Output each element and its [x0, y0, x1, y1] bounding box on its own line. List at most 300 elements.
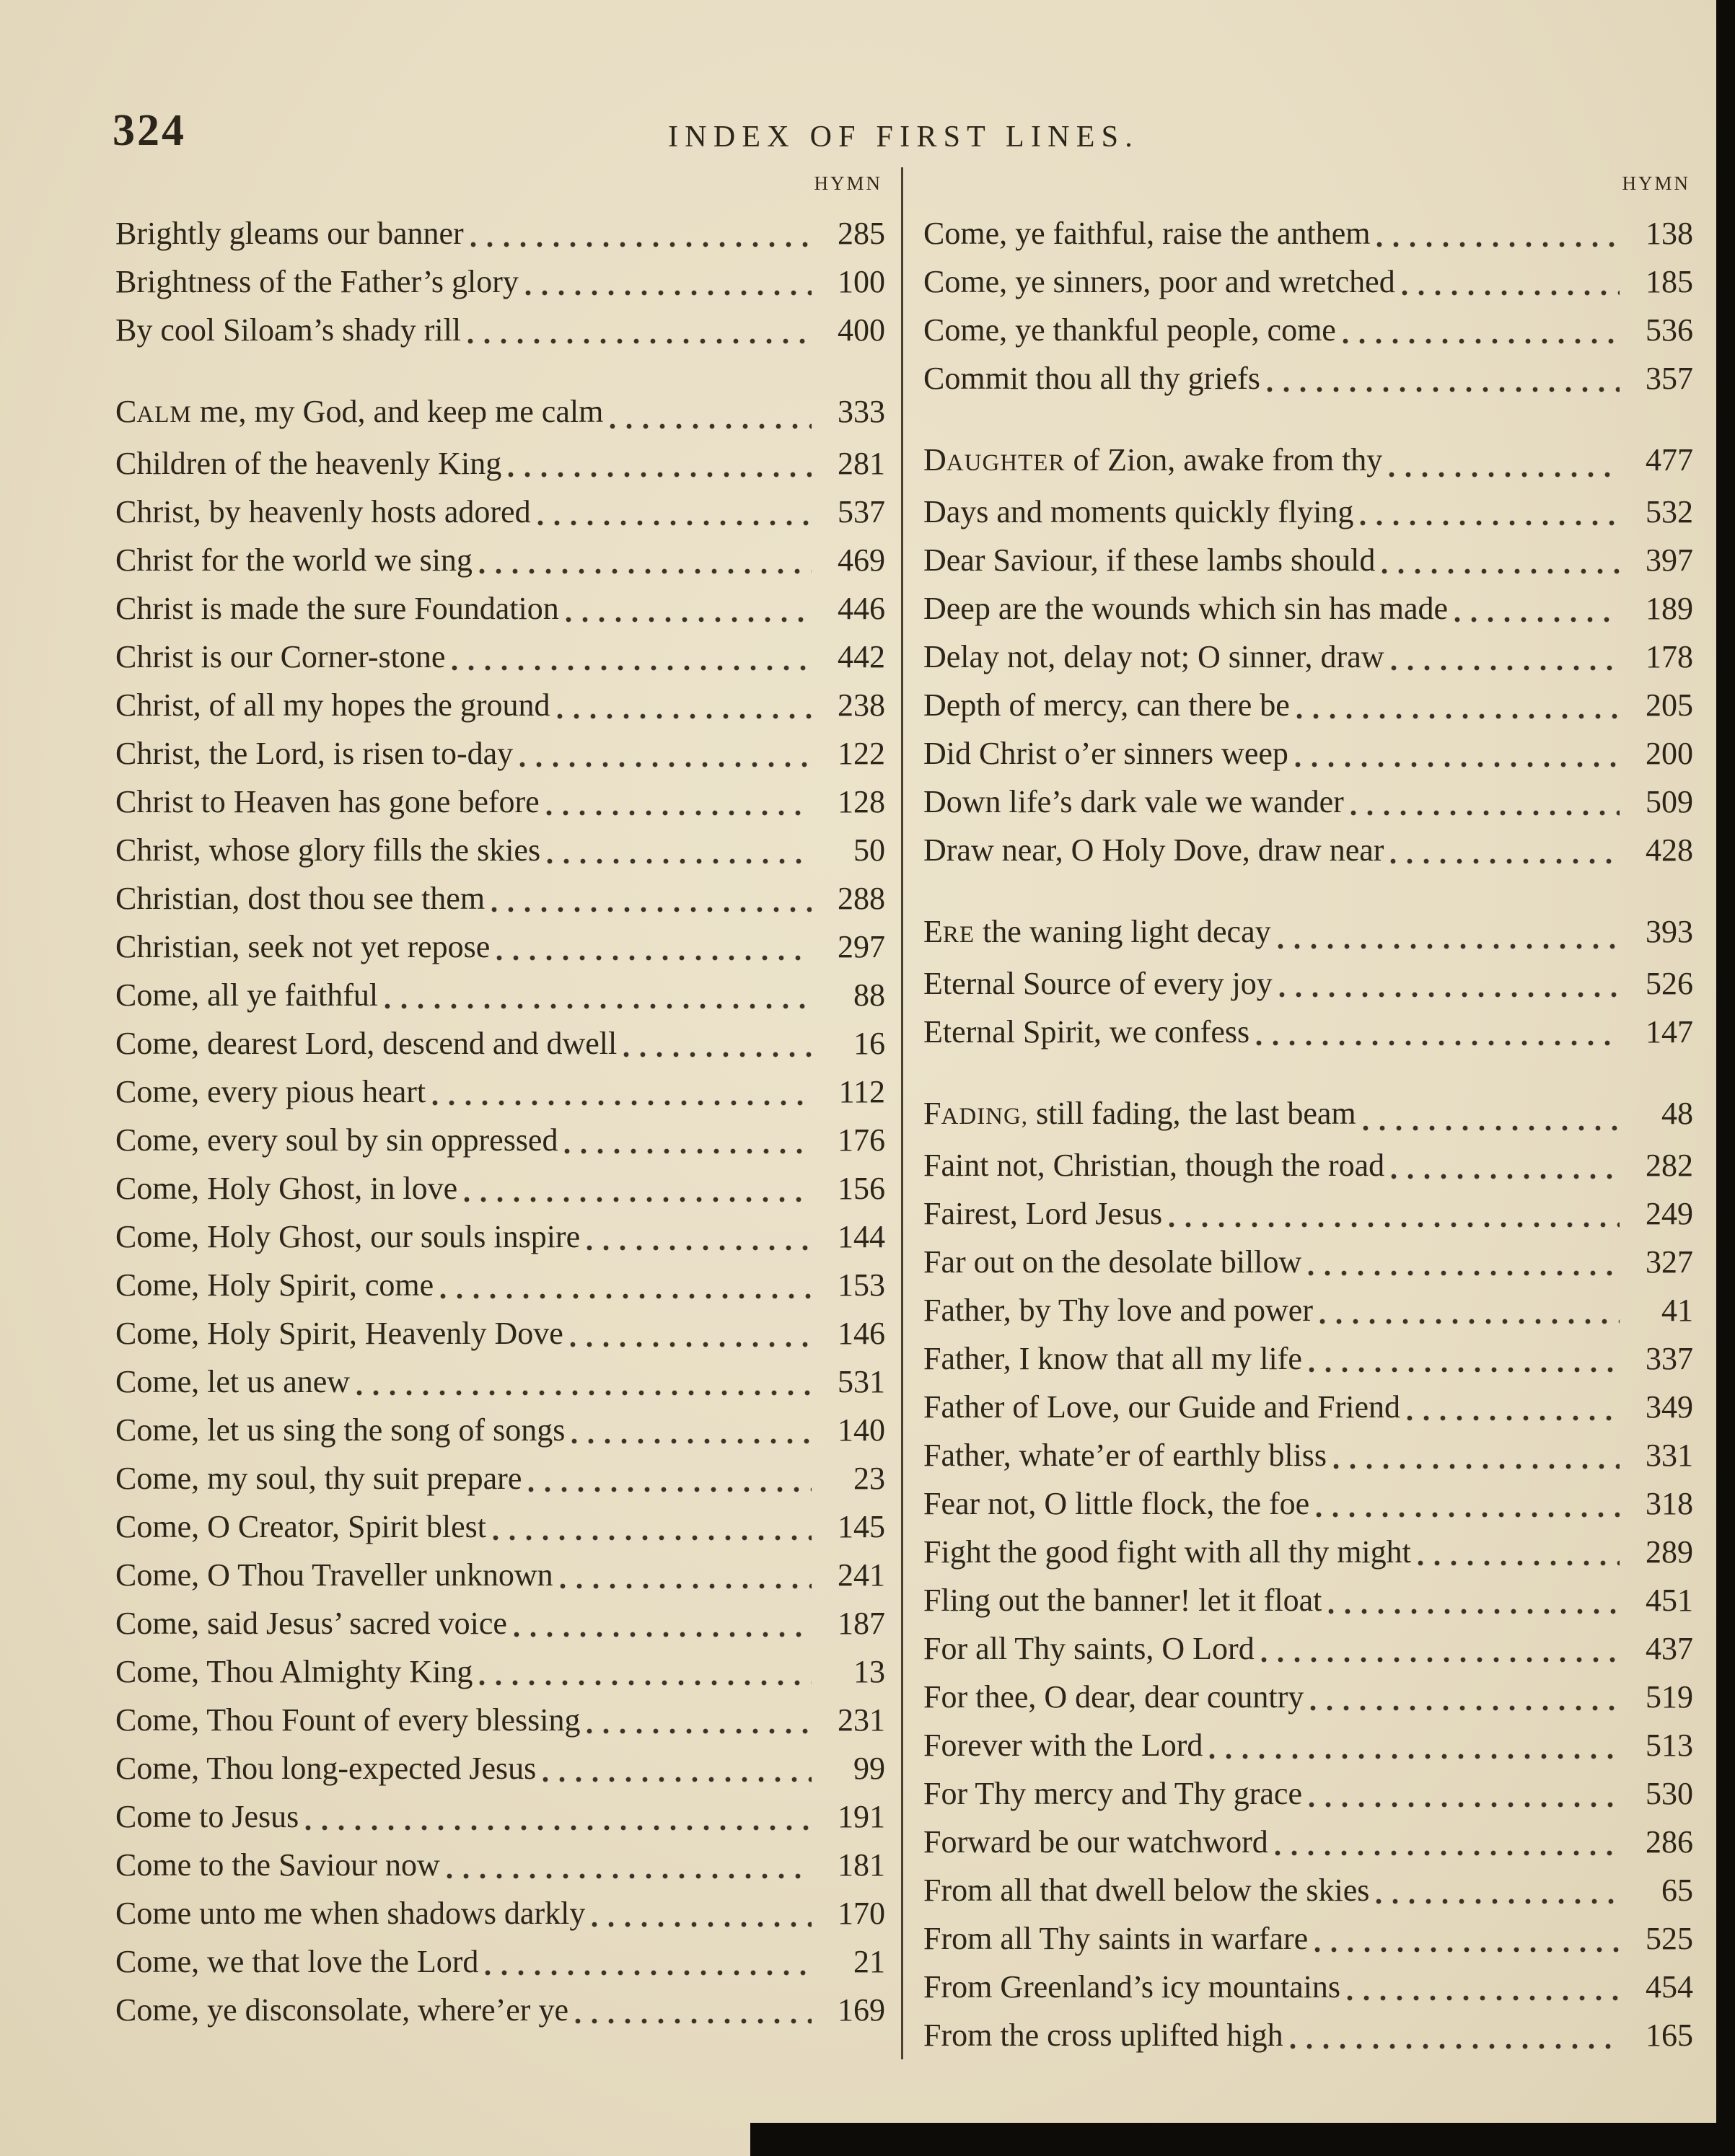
index-entry	[115, 681, 885, 729]
hymn-number: 454	[1646, 1969, 1693, 2005]
hymn-number: 176	[838, 1122, 885, 1158]
entry-first-line: Come, said Jesus’ sacred voice	[115, 1606, 507, 1641]
index-entry	[115, 1309, 885, 1358]
running-head-title: INDEX OF FIRST LINES.	[668, 120, 1139, 154]
dot-leader	[1290, 2011, 1620, 2059]
entry-first-line: FADING, still fading, the last beam	[923, 1096, 1356, 1131]
entry-first-line: Come to the Saviour now	[115, 1847, 440, 1883]
index-entry	[115, 1986, 885, 2034]
page-number: 324	[113, 106, 186, 155]
index-entry	[923, 584, 1693, 633]
hymn-number: 128	[838, 784, 885, 819]
index-entry	[923, 1866, 1693, 1914]
entry-first-line: Come, all ye faithful	[115, 977, 379, 1013]
entry-first-line: Father, whate’er of earthly bliss	[923, 1438, 1327, 1473]
index-entry	[923, 1141, 1693, 1189]
dot-leader	[525, 258, 812, 306]
entry-first-line: Come, O Creator, Spirit blest	[115, 1509, 486, 1544]
entry-first-line: CALM me, my God, and keep me calm	[115, 394, 604, 429]
dot-leader	[1382, 536, 1620, 584]
entry-first-line: By cool Siloam’s shady rill	[115, 312, 462, 348]
index-entry	[115, 1792, 885, 1841]
index-entry	[923, 258, 1693, 306]
hymn-number: 532	[1646, 494, 1693, 529]
hymn-number: 231	[838, 1702, 885, 1738]
dot-leader	[1363, 1089, 1620, 1141]
index-entry	[923, 1334, 1693, 1383]
index-entry	[923, 633, 1693, 681]
entry-first-line: Christ, by heavenly hosts adored	[115, 494, 531, 529]
hymn-number: 181	[838, 1847, 885, 1883]
dot-leader	[1333, 1431, 1620, 1479]
entry-group	[115, 387, 885, 2034]
index-column-left	[115, 167, 901, 2034]
dot-leader	[1310, 1673, 1620, 1721]
dot-leader	[587, 1696, 812, 1744]
dot-leader	[1418, 1528, 1620, 1576]
index-entry	[115, 1502, 885, 1551]
entry-first-line: From all that dwell below the skies	[923, 1873, 1370, 1908]
index-entry	[115, 971, 885, 1019]
index-entry	[115, 923, 885, 971]
entry-first-line: Commit thou all thy griefs	[923, 361, 1260, 396]
hymn-number: 477	[1646, 442, 1693, 478]
entry-first-line: Come, Holy Spirit, Heavenly Dove	[115, 1316, 563, 1351]
dot-leader	[1402, 258, 1620, 306]
index-entry	[115, 729, 885, 778]
hymn-number: 99	[853, 1751, 885, 1786]
hymn-number: 169	[838, 1992, 885, 2028]
index-entry	[923, 1673, 1693, 1721]
entry-group	[923, 907, 1693, 1056]
entry-first-line: Christ, the Lord, is risen to-day	[115, 736, 514, 771]
index-entry	[923, 729, 1693, 778]
index-entry	[115, 1744, 885, 1792]
index-entry	[923, 1238, 1693, 1286]
index-entry	[115, 1937, 885, 1986]
index-entry	[115, 1647, 885, 1696]
index-entry	[115, 1116, 885, 1164]
index-entry	[115, 439, 885, 488]
dot-leader	[587, 1213, 812, 1261]
entry-first-line: Deep are the wounds which sin has made	[923, 591, 1449, 626]
entry-first-line: Come, Holy Ghost, in love	[115, 1171, 458, 1206]
entry-first-line: DAUGHTER of Zion, awake from thy	[923, 442, 1383, 478]
entry-first-line: Fling out the banner! let it float	[923, 1583, 1322, 1618]
dot-leader	[1267, 354, 1620, 402]
index-entry	[923, 1383, 1693, 1431]
hymn-number: 469	[838, 542, 885, 578]
hymn-number: 145	[838, 1509, 885, 1544]
dot-leader	[1391, 1141, 1620, 1189]
dot-leader	[1309, 1334, 1620, 1383]
index-entry	[115, 1164, 885, 1213]
hymn-number: 147	[1646, 1014, 1693, 1050]
dot-leader	[356, 1358, 812, 1406]
hymn-number: 442	[838, 639, 885, 674]
dot-leader	[447, 1841, 812, 1889]
entry-group	[923, 436, 1693, 874]
entry-first-line: Come, dearest Lord, descend and dwell	[115, 1026, 618, 1061]
dot-leader	[1376, 209, 1620, 258]
entry-first-line: Eternal Source of every joy	[923, 966, 1273, 1001]
entry-first-line: Come, every pious heart	[115, 1074, 426, 1109]
entry-first-line: Brightness of the Father’s glory	[115, 264, 519, 299]
index-entry	[923, 959, 1693, 1008]
dot-leader	[1169, 1189, 1620, 1238]
hymn-number: 156	[838, 1171, 885, 1206]
hymn-column-label: HYMN	[1622, 172, 1690, 194]
index-entry	[923, 1818, 1693, 1866]
dot-leader	[1328, 1576, 1620, 1624]
hymn-number: 16	[853, 1026, 885, 1061]
hymn-number: 50	[853, 832, 885, 868]
dot-leader	[575, 1986, 812, 2034]
scan-edge-bottom	[750, 2123, 1735, 2156]
dot-leader	[1316, 1479, 1620, 1528]
entry-first-line: ERE the waning light decay	[923, 914, 1271, 949]
entry-first-line: Fear not, O little flock, the foe	[923, 1486, 1310, 1521]
index-entry	[115, 826, 885, 874]
entry-first-line: Come, ye thankful people, come	[923, 312, 1336, 348]
small-caps-lead: AUGHTER	[946, 450, 1066, 476]
dot-leader	[519, 729, 812, 778]
hymn-number: 446	[838, 591, 885, 626]
index-entry	[115, 1261, 885, 1309]
index-entry	[923, 907, 1693, 959]
index-entry	[115, 1213, 885, 1261]
hymn-number: 241	[838, 1557, 885, 1593]
index-entry	[923, 1528, 1693, 1576]
dot-leader	[432, 1068, 812, 1116]
entry-first-line: Forward be our watchword	[923, 1824, 1268, 1860]
hymn-number: 281	[838, 446, 885, 481]
index-entry	[923, 1089, 1693, 1141]
hymn-number: 349	[1646, 1389, 1693, 1425]
dot-leader	[610, 387, 812, 439]
dot-leader	[440, 1261, 812, 1309]
hymn-number: 189	[1646, 591, 1693, 626]
hymn-number: 397	[1646, 542, 1693, 578]
entry-first-line: From the cross uplifted high	[923, 2018, 1283, 2053]
dot-leader	[1407, 1383, 1620, 1431]
hymn-number: 122	[838, 736, 885, 771]
hymn-number: 537	[838, 494, 885, 529]
index-entry	[115, 1841, 885, 1889]
dot-leader	[1309, 1769, 1620, 1818]
dot-leader	[557, 681, 812, 729]
dot-leader	[479, 536, 812, 584]
dot-leader	[1350, 778, 1620, 826]
hymn-number: 428	[1646, 832, 1693, 868]
hymn-number: 285	[838, 216, 885, 251]
entry-first-line: Christian, seek not yet repose	[115, 929, 491, 964]
dot-leader	[560, 1551, 812, 1599]
hymn-number: 185	[1646, 264, 1693, 299]
dot-leader	[467, 306, 812, 354]
entry-first-line: Dear Saviour, if these lambs should	[923, 542, 1376, 578]
dot-leader	[1308, 1238, 1620, 1286]
hymn-number: 289	[1646, 1534, 1693, 1570]
hymn-number: 451	[1646, 1583, 1693, 1618]
index-entry	[923, 1286, 1693, 1334]
entry-first-line: Depth of mercy, can there be	[923, 687, 1290, 723]
hymn-number: 400	[838, 312, 885, 348]
entry-first-line: Brightly gleams our banner	[115, 216, 464, 251]
entry-first-line: Father of Love, our Guide and Friend	[923, 1389, 1401, 1425]
dot-leader	[1390, 826, 1620, 874]
index-entry	[923, 1008, 1693, 1056]
hymn-number: 318	[1646, 1486, 1693, 1521]
hymn-number: 282	[1646, 1148, 1693, 1183]
hymn-number: 331	[1646, 1438, 1693, 1473]
entry-group	[923, 1089, 1693, 2059]
index-entry	[115, 1696, 885, 1744]
entry-first-line: Christ, of all my hopes the ground	[115, 687, 550, 723]
dot-leader	[1256, 1008, 1620, 1056]
dot-leader	[1347, 1963, 1620, 2011]
index-entry	[923, 1721, 1693, 1769]
index-entry	[923, 354, 1693, 402]
hymn-number: 526	[1646, 966, 1693, 1001]
dot-leader	[1275, 1818, 1620, 1866]
index-entry	[923, 1576, 1693, 1624]
index-entry	[115, 584, 885, 633]
hymn-number: 140	[838, 1412, 885, 1448]
index-entry	[923, 1963, 1693, 2011]
entry-first-line: Come, Holy Spirit, come	[115, 1267, 434, 1303]
index-entry	[115, 1889, 885, 1937]
dot-leader	[546, 778, 812, 826]
hymn-number: 333	[838, 394, 885, 429]
hymn-number: 513	[1646, 1728, 1693, 1763]
entry-first-line: Fight the good fight with all thy might	[923, 1534, 1411, 1570]
index-entry	[923, 209, 1693, 258]
dot-leader	[623, 1019, 812, 1068]
index-entry	[923, 536, 1693, 584]
entry-first-line: Come, let us sing the song of songs	[115, 1412, 566, 1448]
dot-leader	[1278, 907, 1620, 959]
dot-leader	[1454, 584, 1620, 633]
index-entry	[115, 633, 885, 681]
entry-first-line: Come, ye sinners, poor and wretched	[923, 264, 1395, 299]
index-entry	[923, 1189, 1693, 1238]
hymn-number: 170	[838, 1896, 885, 1931]
index-entry	[115, 1068, 885, 1116]
index-entry	[923, 1914, 1693, 1963]
index-entry	[115, 387, 885, 439]
dot-leader	[566, 584, 812, 633]
entry-first-line: Faint not, Christian, though the road	[923, 1148, 1385, 1183]
hymn-number: 437	[1646, 1631, 1693, 1666]
dot-leader	[1314, 1914, 1620, 1963]
hymn-number: 13	[853, 1654, 885, 1689]
hymn-number: 530	[1646, 1776, 1693, 1811]
entry-first-line: Days and moments quickly flying	[923, 494, 1354, 529]
entry-first-line: Come, Thou Fount of every blessing	[115, 1702, 581, 1738]
entry-first-line: For all Thy saints, O Lord	[923, 1631, 1255, 1666]
entry-first-line: Come, let us anew	[115, 1364, 351, 1399]
index-columns	[115, 167, 1693, 2059]
index-entry	[923, 436, 1693, 488]
index-entry	[115, 1358, 885, 1406]
dot-leader	[564, 1116, 812, 1164]
dot-leader	[514, 1599, 812, 1647]
entry-first-line: Christ is made the sure Foundation	[115, 591, 559, 626]
dot-leader	[571, 1406, 812, 1454]
dot-leader	[479, 1647, 812, 1696]
dot-leader	[493, 1502, 812, 1551]
index-entry	[923, 1479, 1693, 1528]
dot-leader	[1209, 1721, 1620, 1769]
index-entry	[923, 1624, 1693, 1673]
hymn-number: 138	[1646, 216, 1693, 251]
entry-first-line: Christian, dost thou see them	[115, 881, 486, 916]
small-caps-lead: RE	[942, 922, 975, 948]
dot-leader	[1279, 959, 1620, 1008]
entry-group	[923, 209, 1693, 402]
index-entry	[115, 1406, 885, 1454]
dot-leader	[1343, 306, 1620, 354]
entry-first-line: Did Christ o’er sinners weep	[923, 736, 1288, 771]
hymn-number: 23	[853, 1461, 885, 1496]
index-entry	[923, 681, 1693, 729]
hymn-number: 88	[853, 977, 885, 1013]
hymn-number: 288	[838, 881, 885, 916]
index-entry	[923, 1769, 1693, 1818]
dot-leader	[1391, 633, 1620, 681]
hymn-number: 525	[1646, 1921, 1693, 1956]
entry-first-line: Children of the heavenly King	[115, 446, 502, 481]
hymn-number: 297	[838, 929, 885, 964]
small-caps-lead: ALM	[136, 402, 192, 428]
hymn-number: 165	[1646, 2018, 1693, 2053]
hymn-number: 191	[838, 1799, 885, 1834]
entry-first-line: Come, my soul, thy suit prepare	[115, 1461, 522, 1496]
index-entry	[923, 1431, 1693, 1479]
entry-first-line: Forever with the Lord	[923, 1728, 1203, 1763]
dot-leader	[543, 1744, 812, 1792]
hymn-number: 178	[1646, 639, 1693, 674]
hymn-number: 238	[838, 687, 885, 723]
hymn-number: 100	[838, 264, 885, 299]
entry-first-line: Father, by Thy love and power	[923, 1293, 1313, 1328]
hymn-column-label: HYMN	[814, 172, 882, 194]
hymn-number: 187	[838, 1606, 885, 1641]
index-column-right	[901, 167, 1693, 2059]
scan-edge-right	[1716, 0, 1735, 2156]
entry-first-line: Father, I know that all my life	[923, 1341, 1302, 1376]
hymn-number: 536	[1646, 312, 1693, 348]
index-entry	[115, 874, 885, 923]
hymn-number: 531	[838, 1364, 885, 1399]
dot-leader	[1360, 488, 1620, 536]
index-entry	[115, 1019, 885, 1068]
hymn-number: 519	[1646, 1679, 1693, 1715]
entry-first-line: Eternal Spirit, we confess	[923, 1014, 1250, 1050]
entry-first-line: Christ to Heaven has gone before	[115, 784, 540, 819]
entry-first-line: Christ, whose glory fills the skies	[115, 832, 541, 868]
dot-leader	[1389, 436, 1620, 488]
hymn-number: 249	[1646, 1196, 1693, 1231]
hymn-number: 153	[838, 1267, 885, 1303]
hymn-number: 200	[1646, 736, 1693, 771]
hymn-number: 205	[1646, 687, 1693, 723]
index-entry	[115, 778, 885, 826]
hymn-number: 286	[1646, 1824, 1693, 1860]
entry-first-line: Come, we that love the Lord	[115, 1944, 479, 1979]
dot-leader	[547, 826, 812, 874]
index-entry	[115, 536, 885, 584]
hymn-number: 21	[853, 1944, 885, 1979]
index-entry	[923, 306, 1693, 354]
entry-first-line: Christ is our Corner-stone	[115, 639, 446, 674]
dot-leader	[1296, 681, 1620, 729]
entry-first-line: Come, Thou long-expected Jesus	[115, 1751, 537, 1786]
index-entry	[115, 1551, 885, 1599]
hymn-number: 509	[1646, 784, 1693, 819]
hymn-number: 41	[1661, 1293, 1693, 1328]
hymn-number: 393	[1646, 914, 1693, 949]
hymn-number: 337	[1646, 1341, 1693, 1376]
dot-leader	[570, 1309, 812, 1358]
hymn-number: 146	[838, 1316, 885, 1351]
entry-first-line: From Greenland’s icy mountains	[923, 1969, 1341, 2005]
index-entry	[923, 488, 1693, 536]
dot-leader	[470, 209, 812, 258]
index-entry	[923, 826, 1693, 874]
hymn-number: 112	[838, 1074, 885, 1109]
entry-first-line: From all Thy saints in warfare	[923, 1921, 1309, 1956]
entry-first-line: For Thy mercy and Thy grace	[923, 1776, 1302, 1811]
entry-first-line: Come, Holy Ghost, our souls inspire	[115, 1219, 581, 1254]
hymn-number: 48	[1661, 1096, 1693, 1131]
hymn-number: 144	[838, 1219, 885, 1254]
index-entry	[923, 778, 1693, 826]
entry-first-line: Down life’s dark vale we wander	[923, 784, 1344, 819]
dot-leader	[1261, 1624, 1620, 1673]
index-entry	[115, 209, 885, 258]
dot-leader	[452, 633, 812, 681]
index-entry	[115, 488, 885, 536]
index-entry	[923, 2011, 1693, 2059]
entry-group	[115, 209, 885, 354]
hymn-number: 65	[1661, 1873, 1693, 1908]
hymn-number: 327	[1646, 1244, 1693, 1280]
entry-first-line: Delay not, delay not; O sinner, draw	[923, 639, 1384, 674]
index-entry	[115, 306, 885, 354]
entry-first-line: Come, ye disconsolate, where’er ye	[115, 1992, 568, 2028]
dot-leader	[508, 439, 812, 488]
entry-first-line: For thee, O dear, dear country	[923, 1679, 1304, 1715]
dot-leader	[1295, 729, 1620, 778]
dot-leader	[491, 874, 812, 923]
dot-leader	[496, 923, 812, 971]
entry-first-line: Come to Jesus	[115, 1799, 299, 1834]
entry-first-line: Christ for the world we sing	[115, 542, 473, 578]
index-entry	[115, 1599, 885, 1647]
entry-first-line: Come, ye faithful, raise the anthem	[923, 216, 1371, 251]
dot-leader	[305, 1792, 812, 1841]
entry-first-line: Draw near, O Holy Dove, draw near	[923, 832, 1384, 868]
index-entry	[115, 258, 885, 306]
entry-first-line: Come, every soul by sin oppressed	[115, 1122, 558, 1158]
hymn-number: 357	[1646, 361, 1693, 396]
dot-leader	[592, 1889, 812, 1937]
dot-leader	[385, 971, 812, 1019]
dot-leader	[485, 1937, 812, 1986]
dot-leader	[537, 488, 812, 536]
